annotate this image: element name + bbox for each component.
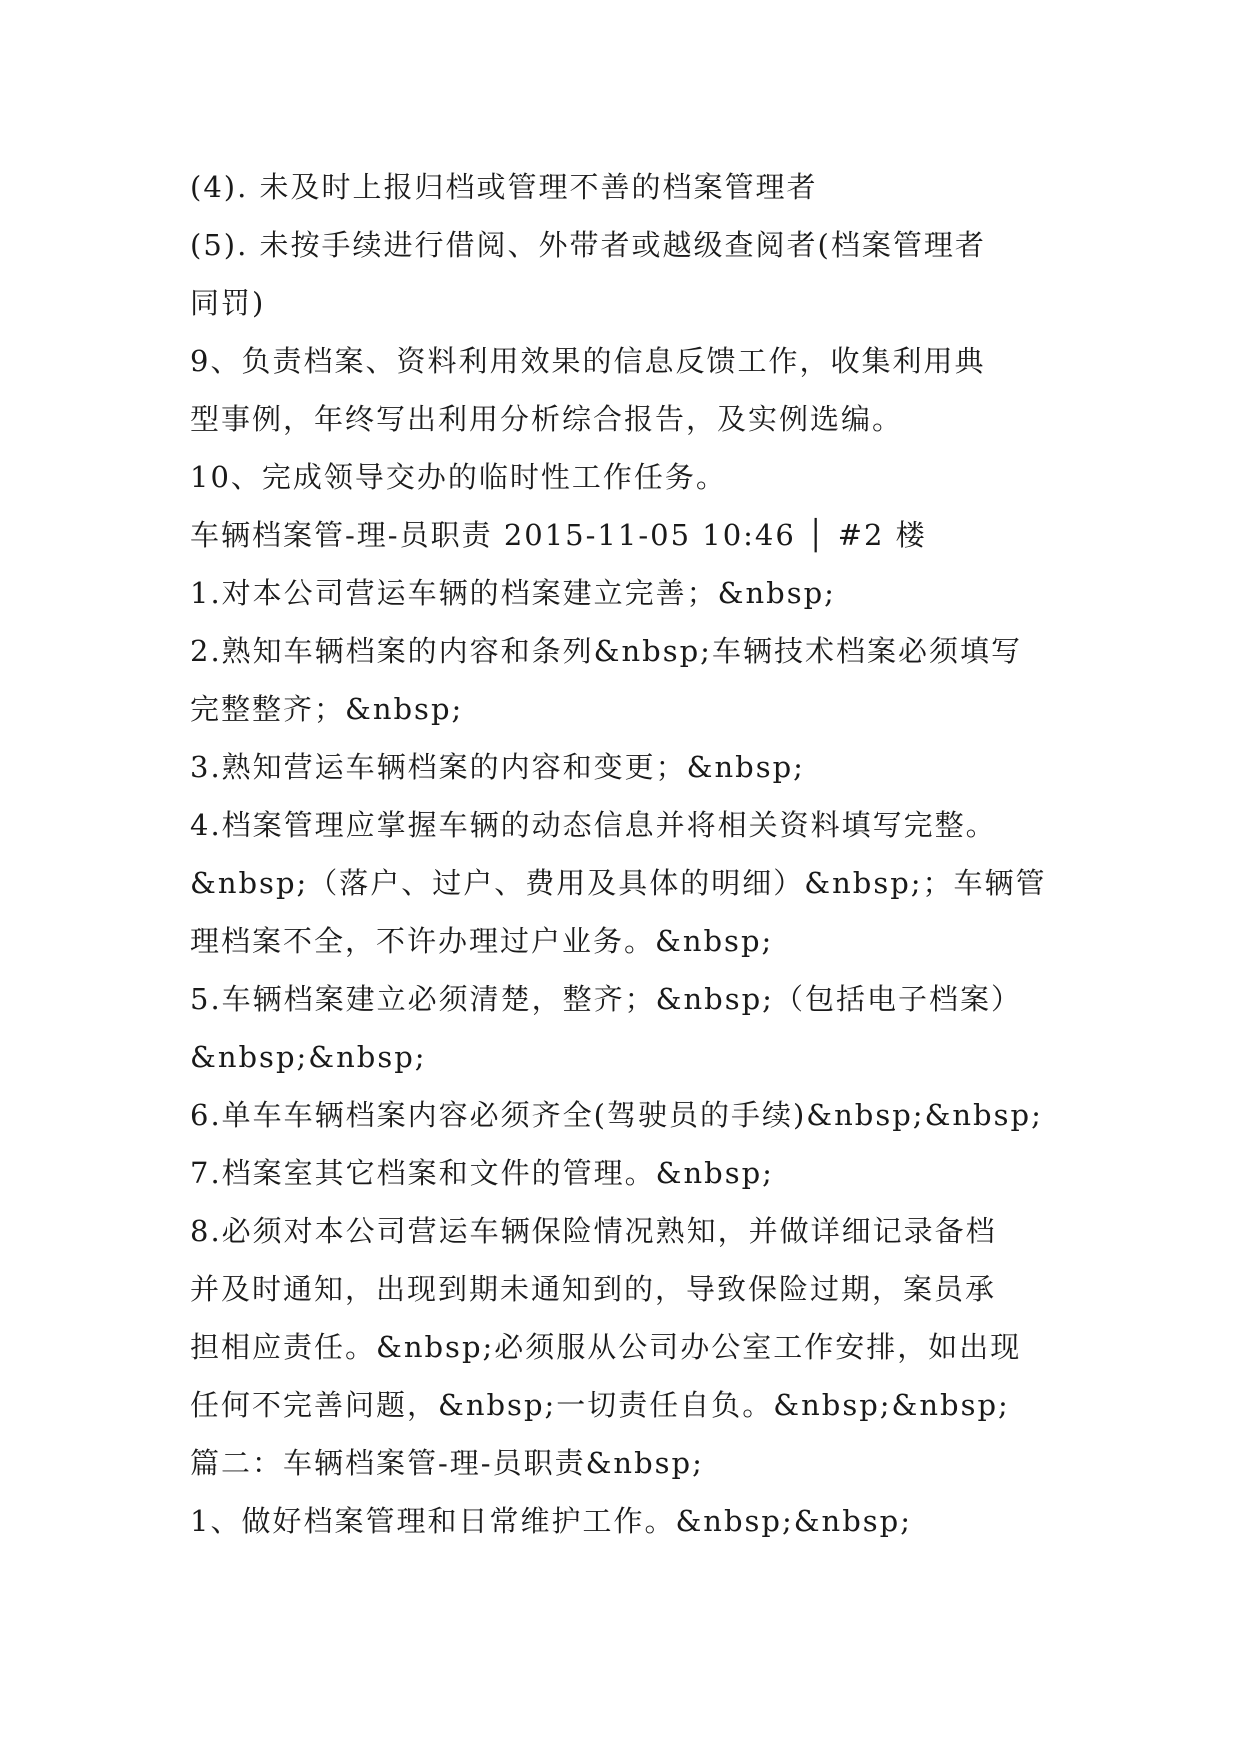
text-line: (5). 未按手续进行借阅、外带者或越级查阅者(档案管理者 [190, 228, 986, 262]
text-line: (4). 未及时上报归档或管理不善的档案管理者 [190, 170, 818, 204]
text-line: 7.档案室其它档案和文件的管理。&nbsp; [190, 1156, 774, 1190]
text-line: 4.档案管理应掌握车辆的动态信息并将相关资料填写完整。 [190, 808, 997, 842]
text-line: 5.车辆档案建立必须清楚，整齐；&nbsp;（包括电子档案） [190, 982, 1022, 1016]
text-line: 1、做好档案管理和日常维护工作。&nbsp;&nbsp; [190, 1504, 912, 1538]
document-body [190, 158, 1070, 1550]
text-line: 同罚) [190, 286, 266, 320]
text-line: 9、负责档案、资料利用效果的信息反馈工作，收集利用典 [190, 344, 986, 378]
text-line: 理档案不全，不许办理过户业务。&nbsp; [190, 924, 774, 958]
text-line: 8.必须对本公司营运车辆保险情况熟知，并做详细记录备档 [190, 1214, 997, 1248]
text-line: &nbsp;（落户、过户、费用及具体的明细）&nbsp;；车辆管 [190, 866, 1047, 900]
text-line: 6.单车车辆档案内容必须齐全(驾驶员的手续)&nbsp;&nbsp; [190, 1098, 1043, 1132]
section-heading-line: 篇二：车辆档案管-理-员职责&nbsp; [190, 1446, 704, 1480]
text-line: 并及时通知，出现到期未通知到的，导致保险过期，案员承 [190, 1272, 997, 1306]
text-line: 1.对本公司营运车辆的档案建立完善；&nbsp; [190, 576, 836, 610]
text-line: 型事例，年终写出利用分析综合报告，及实例选编。 [190, 402, 904, 436]
post-header-line: 车辆档案管-理-员职责 2015-11-05 10:46 │ #2 楼 [190, 518, 927, 552]
text-line: &nbsp;&nbsp; [190, 1040, 427, 1074]
text-line: 10、完成领导交办的临时性工作任务。 [190, 460, 727, 494]
text-line: 完整整齐；&nbsp; [190, 692, 464, 726]
text-line: 2.熟知车辆档案的内容和条列&nbsp;车辆技术档案必须填写 [190, 634, 1022, 668]
text-line: 担相应责任。&nbsp;必须服从公司办公室工作安排，如出现 [190, 1330, 1022, 1364]
text-line: 3.熟知营运车辆档案的内容和变更；&nbsp; [190, 750, 805, 784]
text-line: 任何不完善问题，&nbsp;一切责任自负。&nbsp;&nbsp; [190, 1388, 1010, 1422]
